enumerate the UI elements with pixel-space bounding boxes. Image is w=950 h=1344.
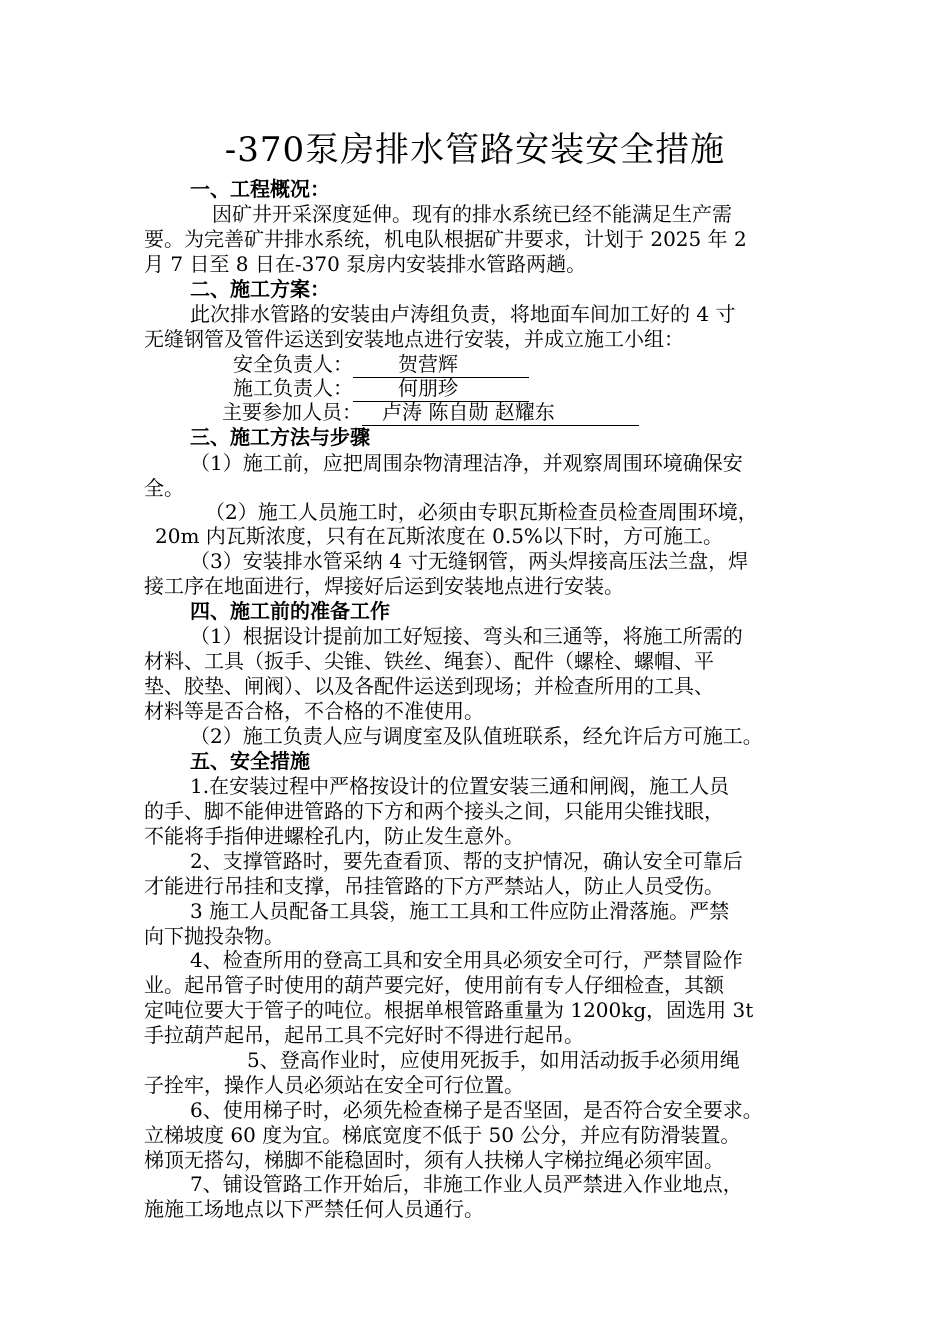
paragraph-line: 立梯坡度 60 度为宜。梯底宽度不低于 50 公分，并应有防滑装置。 (144, 1123, 741, 1147)
section-heading-overview: 一、工程概况： (190, 177, 330, 201)
paragraph-line: 5、登高作业时，应使用死扳手，如用活动扳手必须用绳 (247, 1048, 740, 1072)
paragraph-line: 子拴牢，操作人员必须站在安全可行位置。 (144, 1073, 524, 1097)
paragraph-line: 因矿井开采深度延伸。现有的排水系统已经不能满足生产需 (212, 202, 732, 226)
paragraph-line: 定吨位要大于管子的吨位。根据单根管路重量为 1200kg，固选用 3t (144, 998, 754, 1022)
paragraph-line: 全。 (144, 476, 184, 500)
paragraph-line: 垫、胶垫、闸阀）、以及各配件运送到现场；并检查所用的工具、 (144, 674, 714, 698)
safety-lead-name: 贺营辉 (353, 352, 529, 378)
paragraph-line: （1）施工前，应把周围杂物清理洁净，并观察周围环境确保安 (190, 451, 743, 475)
paragraph-line: 无缝钢管及管件运送到安装地点进行安装，并成立施工小组： (144, 327, 684, 351)
paragraph-line: 4、检查所用的登高工具和安全用具必须安全可行，严禁冒险作 (190, 948, 743, 972)
members-names: 卢涛 陈自勋 赵耀东 (362, 400, 639, 426)
section-heading-preparation: 四、施工前的准备工作 (190, 599, 390, 623)
paragraph-line: （3）安装排水管采纳 4 寸无缝钢管，两头焊接高压法兰盘，焊 (190, 549, 749, 573)
document-title: -370泵房排水管路安装安全措施 (224, 130, 726, 170)
paragraph-line: 的手、脚不能伸进管路的下方和两个接头之间，只能用尖锥找眼， (144, 799, 724, 823)
construction-lead-name: 何朋珍 (353, 376, 529, 402)
safety-lead-label: 安全负责人： (233, 352, 353, 376)
paragraph-line: （2）施工负责人应与调度室及队值班联系，经允许后方可施工。 (190, 724, 763, 748)
paragraph-line: 业。起吊管子时使用的葫芦要完好，使用前有专人仔细检查，其额 (144, 973, 724, 997)
paragraph-line: （2）施工人员施工时，必须由专职瓦斯检查员检查周围环境， (205, 500, 758, 524)
paragraph-line: 要。为完善矿井排水系统，机电队根据矿井要求，计划于 2025 年 2 (144, 227, 747, 251)
paragraph-line: 7、铺设管路工作开始后，非施工作业人员严禁进入作业地点， (190, 1172, 743, 1196)
paragraph-line: 此次排水管路的安装由卢涛组负责，将地面车间加工好的 4 寸 (190, 302, 736, 326)
paragraph-line: 接工序在地面进行，焊接好后运到安装地点进行安装。 (144, 574, 624, 598)
construction-lead-label: 施工负责人： (233, 376, 353, 400)
paragraph-line: 向下抛投杂物。 (144, 924, 284, 948)
paragraph-line: 3 施工人员配备工具袋，施工工具和工件应防止滑落施。严禁 (190, 899, 730, 923)
paragraph-line: 施施工场地点以下严禁任何人员通行。 (144, 1197, 484, 1221)
members-row (222, 400, 639, 426)
paragraph-line: 6、使用梯子时，必须先检查梯子是否坚固，是否符合安全要求。 (190, 1098, 763, 1122)
paragraph-line: 2、支撑管路时，要先查看顶、帮的支护情况，确认安全可靠后 (190, 849, 743, 873)
paragraph-line: 1.在安装过程中严格按设计的位置安装三通和闸阀，施工人员 (190, 774, 730, 798)
paragraph-line: 才能进行吊挂和支撑，吊挂管路的下方严禁站人，防止人员受伤。 (144, 874, 724, 898)
paragraph-line: 20m 内瓦斯浓度，只有在瓦斯浓度在 0.5%以下时，方可施工。 (155, 524, 723, 548)
section-heading-method: 三、施工方法与步骤 (190, 425, 370, 449)
paragraph-line: 月 7 日至 8 日在-370 泵房内安装排水管路两趟。 (144, 252, 587, 276)
paragraph-line: 材料等是否合格，不合格的不准使用。 (144, 699, 484, 723)
members-label: 主要参加人员： (222, 400, 362, 424)
construction-lead-row (233, 376, 529, 402)
paragraph-line: 手拉葫芦起吊，起吊工具不完好时不得进行起吊。 (144, 1023, 584, 1047)
section-heading-safety: 五、安全措施 (190, 749, 310, 773)
paragraph-line: 梯顶无搭勾，梯脚不能稳固时，须有人扶梯人字梯拉绳必须牢固。 (144, 1148, 724, 1172)
paragraph-line: 材料、工具（扳手、尖锥、铁丝、绳套）、配件（螺栓、螺帽、平 (144, 649, 714, 673)
section-heading-plan: 二、施工方案： (190, 277, 330, 301)
safety-lead-row (233, 352, 529, 378)
paragraph-line: 不能将手指伸进螺栓孔内，防止发生意外。 (144, 824, 524, 848)
paragraph-line: （1）根据设计提前加工好短接、弯头和三通等，将施工所需的 (190, 624, 743, 648)
